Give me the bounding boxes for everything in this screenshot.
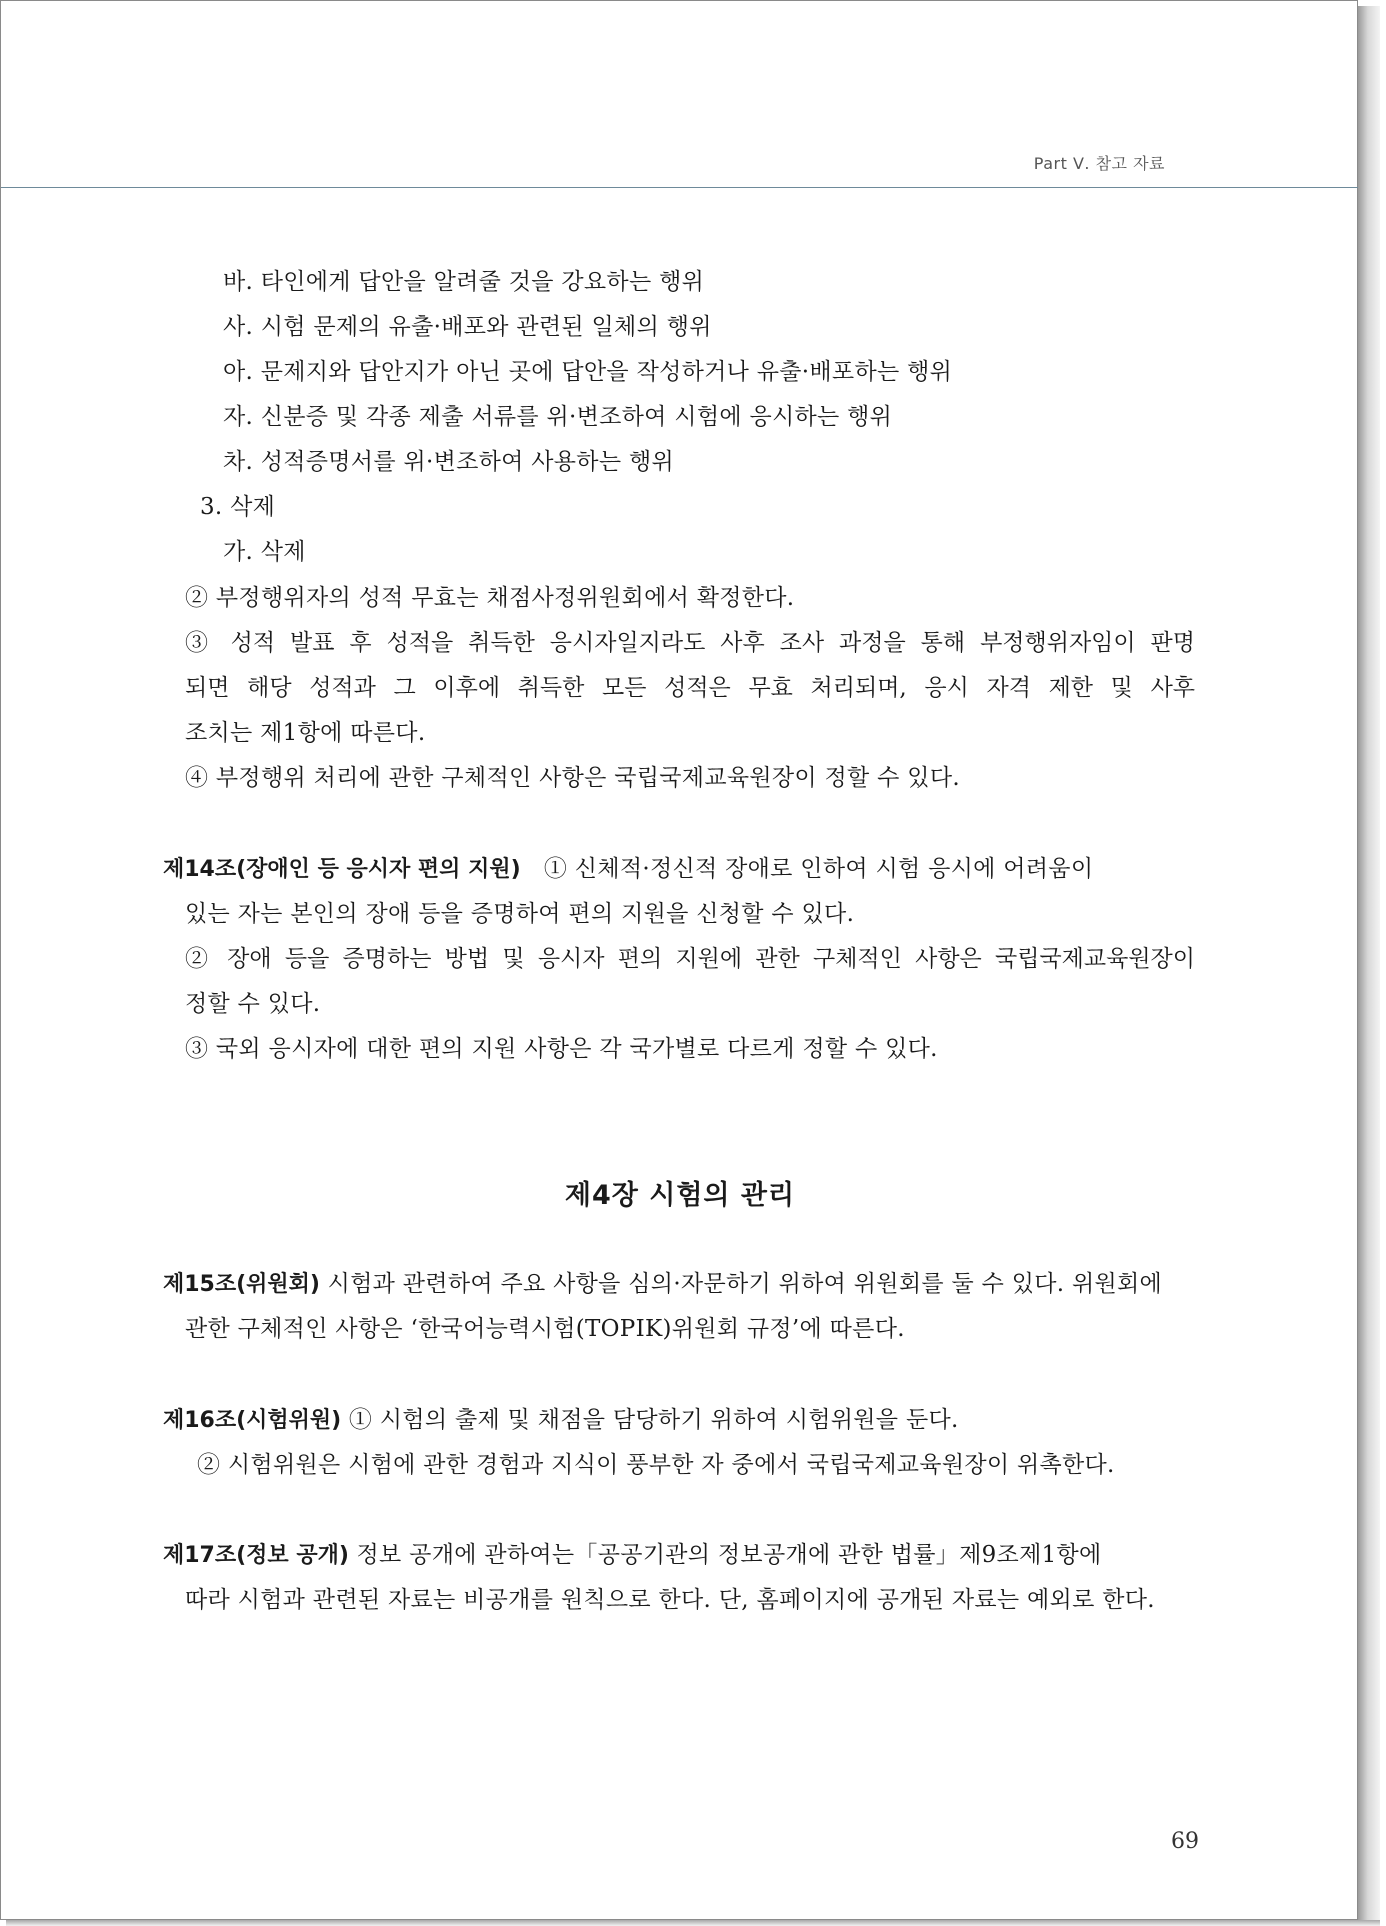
chapter-title: 제4장 시험의 관리 — [564, 1180, 796, 1211]
item-3-sub: 가. 삭제 — [223, 539, 306, 565]
article-16-line-2: ② 시험위원은 시험에 관한 경험과 지식이 풍부한 자 중에서 국립국제교육원장이 위촉한다. — [197, 1452, 1115, 1478]
article-14-title: 제14조(장애인 등 응시자 편의 지원) — [163, 857, 521, 882]
article-17-text: 정보 공개에 관하여는「공공기관의 정보공개에 관한 법률」제9조제1항에 — [356, 1542, 1102, 1568]
article-16-line-1 — [163, 1405, 959, 1436]
article-16-text: ① 시험의 출제 및 채점을 담당하기 위하여 시험위원을 둔다. — [348, 1407, 959, 1433]
list-item: 자. 신분증 및 각종 제출 서류를 위·변조하여 시험에 응시하는 행위 — [223, 404, 893, 430]
article-15-line-1 — [163, 1269, 1162, 1300]
article-17-line-1 — [163, 1540, 1102, 1571]
article-14-line-5: ③ 국외 응시자에 대한 편의 지원 사항은 각 국가별로 다르게 정할 수 있다. — [185, 1036, 938, 1062]
article-14-line-4: 정할 수 있다. — [185, 991, 321, 1017]
list-item: 아. 문제지와 답안지가 아닌 곳에 답안을 작성하거나 유출·배포하는 행위 — [223, 359, 953, 385]
article-14-line-3: ② 장애 등을 증명하는 방법 및 응시자 편의 지원에 관한 구체적인 사항은 국립국제교육원장이 — [185, 946, 1195, 972]
article-17-title: 제17조(정보 공개) — [163, 1543, 349, 1568]
article-14-text: ① 신체적·정신적 장애로 인하여 시험 응시에 어려움이 — [543, 856, 1094, 882]
item-3-heading: 3. 삭제 — [200, 494, 276, 520]
page-edge-shadow — [1358, 6, 1380, 1922]
running-header: Part Ⅴ. 참고 자료 — [1033, 154, 1165, 173]
article-14-line-1 — [163, 854, 1093, 885]
list-item: 사. 시험 문제의 유출·배포와 관련된 일체의 행위 — [223, 314, 712, 340]
article-14-line-2: 있는 자는 본인의 장애 등을 증명하여 편의 지원을 신청할 수 있다. — [185, 901, 855, 927]
page-bottom-shadow — [6, 1920, 1380, 1926]
article-15-line-2: 관한 구체적인 사항은 ‘한국어능력시험(TOPIK)위원회 규정’에 따른다. — [185, 1316, 905, 1342]
paragraph-3-line-3: 조치는 제1항에 따른다. — [185, 720, 426, 746]
article-17-line-2: 따라 시험과 관련된 자료는 비공개를 원칙으로 한다. 단, 홈페이지에 공개된 자료는 예외로 한다. — [185, 1587, 1155, 1613]
list-item: 차. 성적증명서를 위·변조하여 사용하는 행위 — [223, 449, 674, 475]
article-15-text: 시험과 관련하여 주요 사항을 심의·자문하기 위하여 위원회를 둘 수 있다. 위원회에 — [327, 1271, 1163, 1297]
paragraph-4: ④ 부정행위 처리에 관한 구체적인 사항은 국립국제교육원장이 정할 수 있다. — [185, 765, 960, 791]
article-15-title: 제15조(위원회) — [163, 1272, 320, 1297]
list-item: 바. 타인에게 답안을 알려줄 것을 강요하는 행위 — [223, 269, 705, 295]
paragraph-2: ② 부정행위자의 성적 무효는 채점사정위원회에서 확정한다. — [185, 585, 795, 611]
paragraph-3-line-1: ③ 성적 발표 후 성적을 취득한 응시자일지라도 사후 조사 과정을 통해 부정행위자임이 판명 — [185, 630, 1195, 656]
page-number: 69 — [1171, 1829, 1199, 1854]
paragraph-3-line-2: 되면 해당 성적과 그 이후에 취득한 모든 성적은 무효 처리되며, 응시 자격 제한 및 사후 — [185, 675, 1195, 701]
header-divider — [1, 187, 1359, 188]
article-16-title: 제16조(시험위원) — [163, 1408, 342, 1433]
